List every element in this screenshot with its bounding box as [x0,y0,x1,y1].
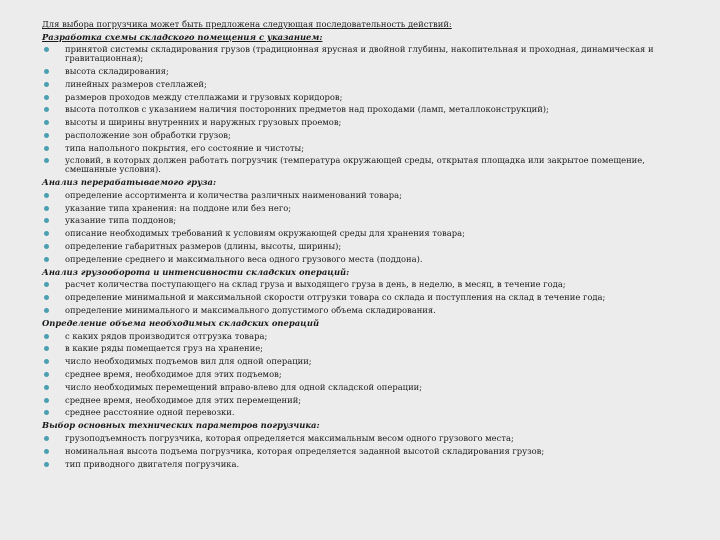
list-item: определение ассортимента и количества различных наименований товара; [42,189,662,202]
bullet-icon [44,206,49,211]
bullet-icon [44,218,49,223]
bullet-icon [44,231,49,236]
bullet-icon [44,146,49,151]
bullet-icon [44,193,49,198]
list-item: определение среднего и максимального веса одного грузового места (поддона). [42,253,662,266]
list-item: определение габаритных размеров (длины, высоты, ширины); [42,240,662,253]
bullet-icon [44,47,49,52]
bullet-icon [44,95,49,100]
section-heading-turnover: Анализ грузооборота и интенсивности складских операций: [42,266,350,277]
list-item: среднее время, необходимое для этих перемещений; [42,394,662,407]
section-list-turnover [42,278,662,316]
bullet-icon [44,385,49,390]
bullet-icon [44,334,49,339]
bullet-icon [44,462,49,467]
list-item: указание типа поддонов; [42,214,662,227]
list-item: определение минимальной и максимальной скорости отгрузки товара со склада и поступления на склад в течение года; [42,291,662,304]
list-item: в какие ряды помещается груз на хранение; [42,342,662,355]
bullet-icon [44,257,49,262]
list-item: указание типа хранения: на поддоне или без него; [42,202,662,215]
list-item: число необходимых перемещений вправо-влево для одной складской операции; [42,381,662,394]
bullet-icon [44,372,49,377]
list-item: расчет количества поступающего на склад груза и выходящего груза в день, в неделю, в месяц, в течение года; [42,278,662,291]
bullet-icon [44,107,49,112]
list-item: с каких рядов производится отгрузка товара; [42,330,662,343]
list-item: среднее расстояние одной перевозки. [42,406,662,419]
list-item: определение минимального и максимального допустимого объема складирования. [42,304,662,317]
bullet-icon [44,398,49,403]
list-item: условий, в которых должен работать погрузчик (температура окружающей среды, открытая площадка или закрытое помещение, смешанные условия). [42,155,662,176]
bullet-icon [44,158,49,163]
bullet-icon [44,346,49,351]
list-item: тип приводного двигателя погрузчика. [42,458,662,471]
intro-line: Для выбора погрузчика может быть предложена следующая последовательность действий: [42,19,452,29]
bullet-icon [44,69,49,74]
bullet-icon [44,244,49,249]
bullet-icon [44,410,49,415]
list-item: номинальная высота подъема погрузчика, которая определяется заданной высотой складирования грузов; [42,445,662,458]
section-list-cargo [42,189,662,266]
list-item: среднее время, необходимое для этих подъемов; [42,368,662,381]
section-heading-cargo: Анализ перерабатываемого груза: [42,176,217,187]
list-item: принятой системы складирования грузов (традиционная ярусная и двойной глубины, накопительная и проходная, динамическая и гравитационная); [42,44,662,65]
bullet-icon [44,82,49,87]
section-list-operations [42,330,662,420]
section-heading-layout: Разработка схемы складского помещения с указанием: [42,31,323,42]
bullet-icon [44,449,49,454]
list-item: расположение зон обработки грузов; [42,129,662,142]
section-list-parameters [42,432,662,470]
list-item: линейных размеров стеллажей; [42,78,662,91]
bullet-icon [44,133,49,138]
bullet-icon [44,308,49,313]
section-heading-parameters: Выбор основных технических параметров погрузчика: [42,420,320,431]
list-item: описание необходимых требований к условиям окружающей среды для хранения товара; [42,227,662,240]
bullet-icon [44,120,49,125]
bullet-icon [44,282,49,287]
section-heading-operations: Определение объема необходимых складских операций [42,317,320,328]
list-item: типа напольного покрытия, его состояние и чистоты; [42,142,662,155]
list-item: высота складирования; [42,65,662,78]
list-item: размеров проходов между стеллажами и грузовых коридоров; [42,91,662,104]
bullet-icon [44,436,49,441]
list-item: грузоподъемность погрузчика, которая определяется максимальным весом одного грузового места; [42,432,662,445]
list-item: число необходимых подъемов вил для одной операции; [42,355,662,368]
section-list-layout [42,44,662,176]
list-item: высоты и ширины внутренних и наружных грузовых проемов; [42,116,662,129]
bullet-icon [44,359,49,364]
list-item: высота потолков с указанием наличия посторонних предметов над проходами (ламп, металлоконструкций); [42,103,662,116]
bullet-icon [44,295,49,300]
